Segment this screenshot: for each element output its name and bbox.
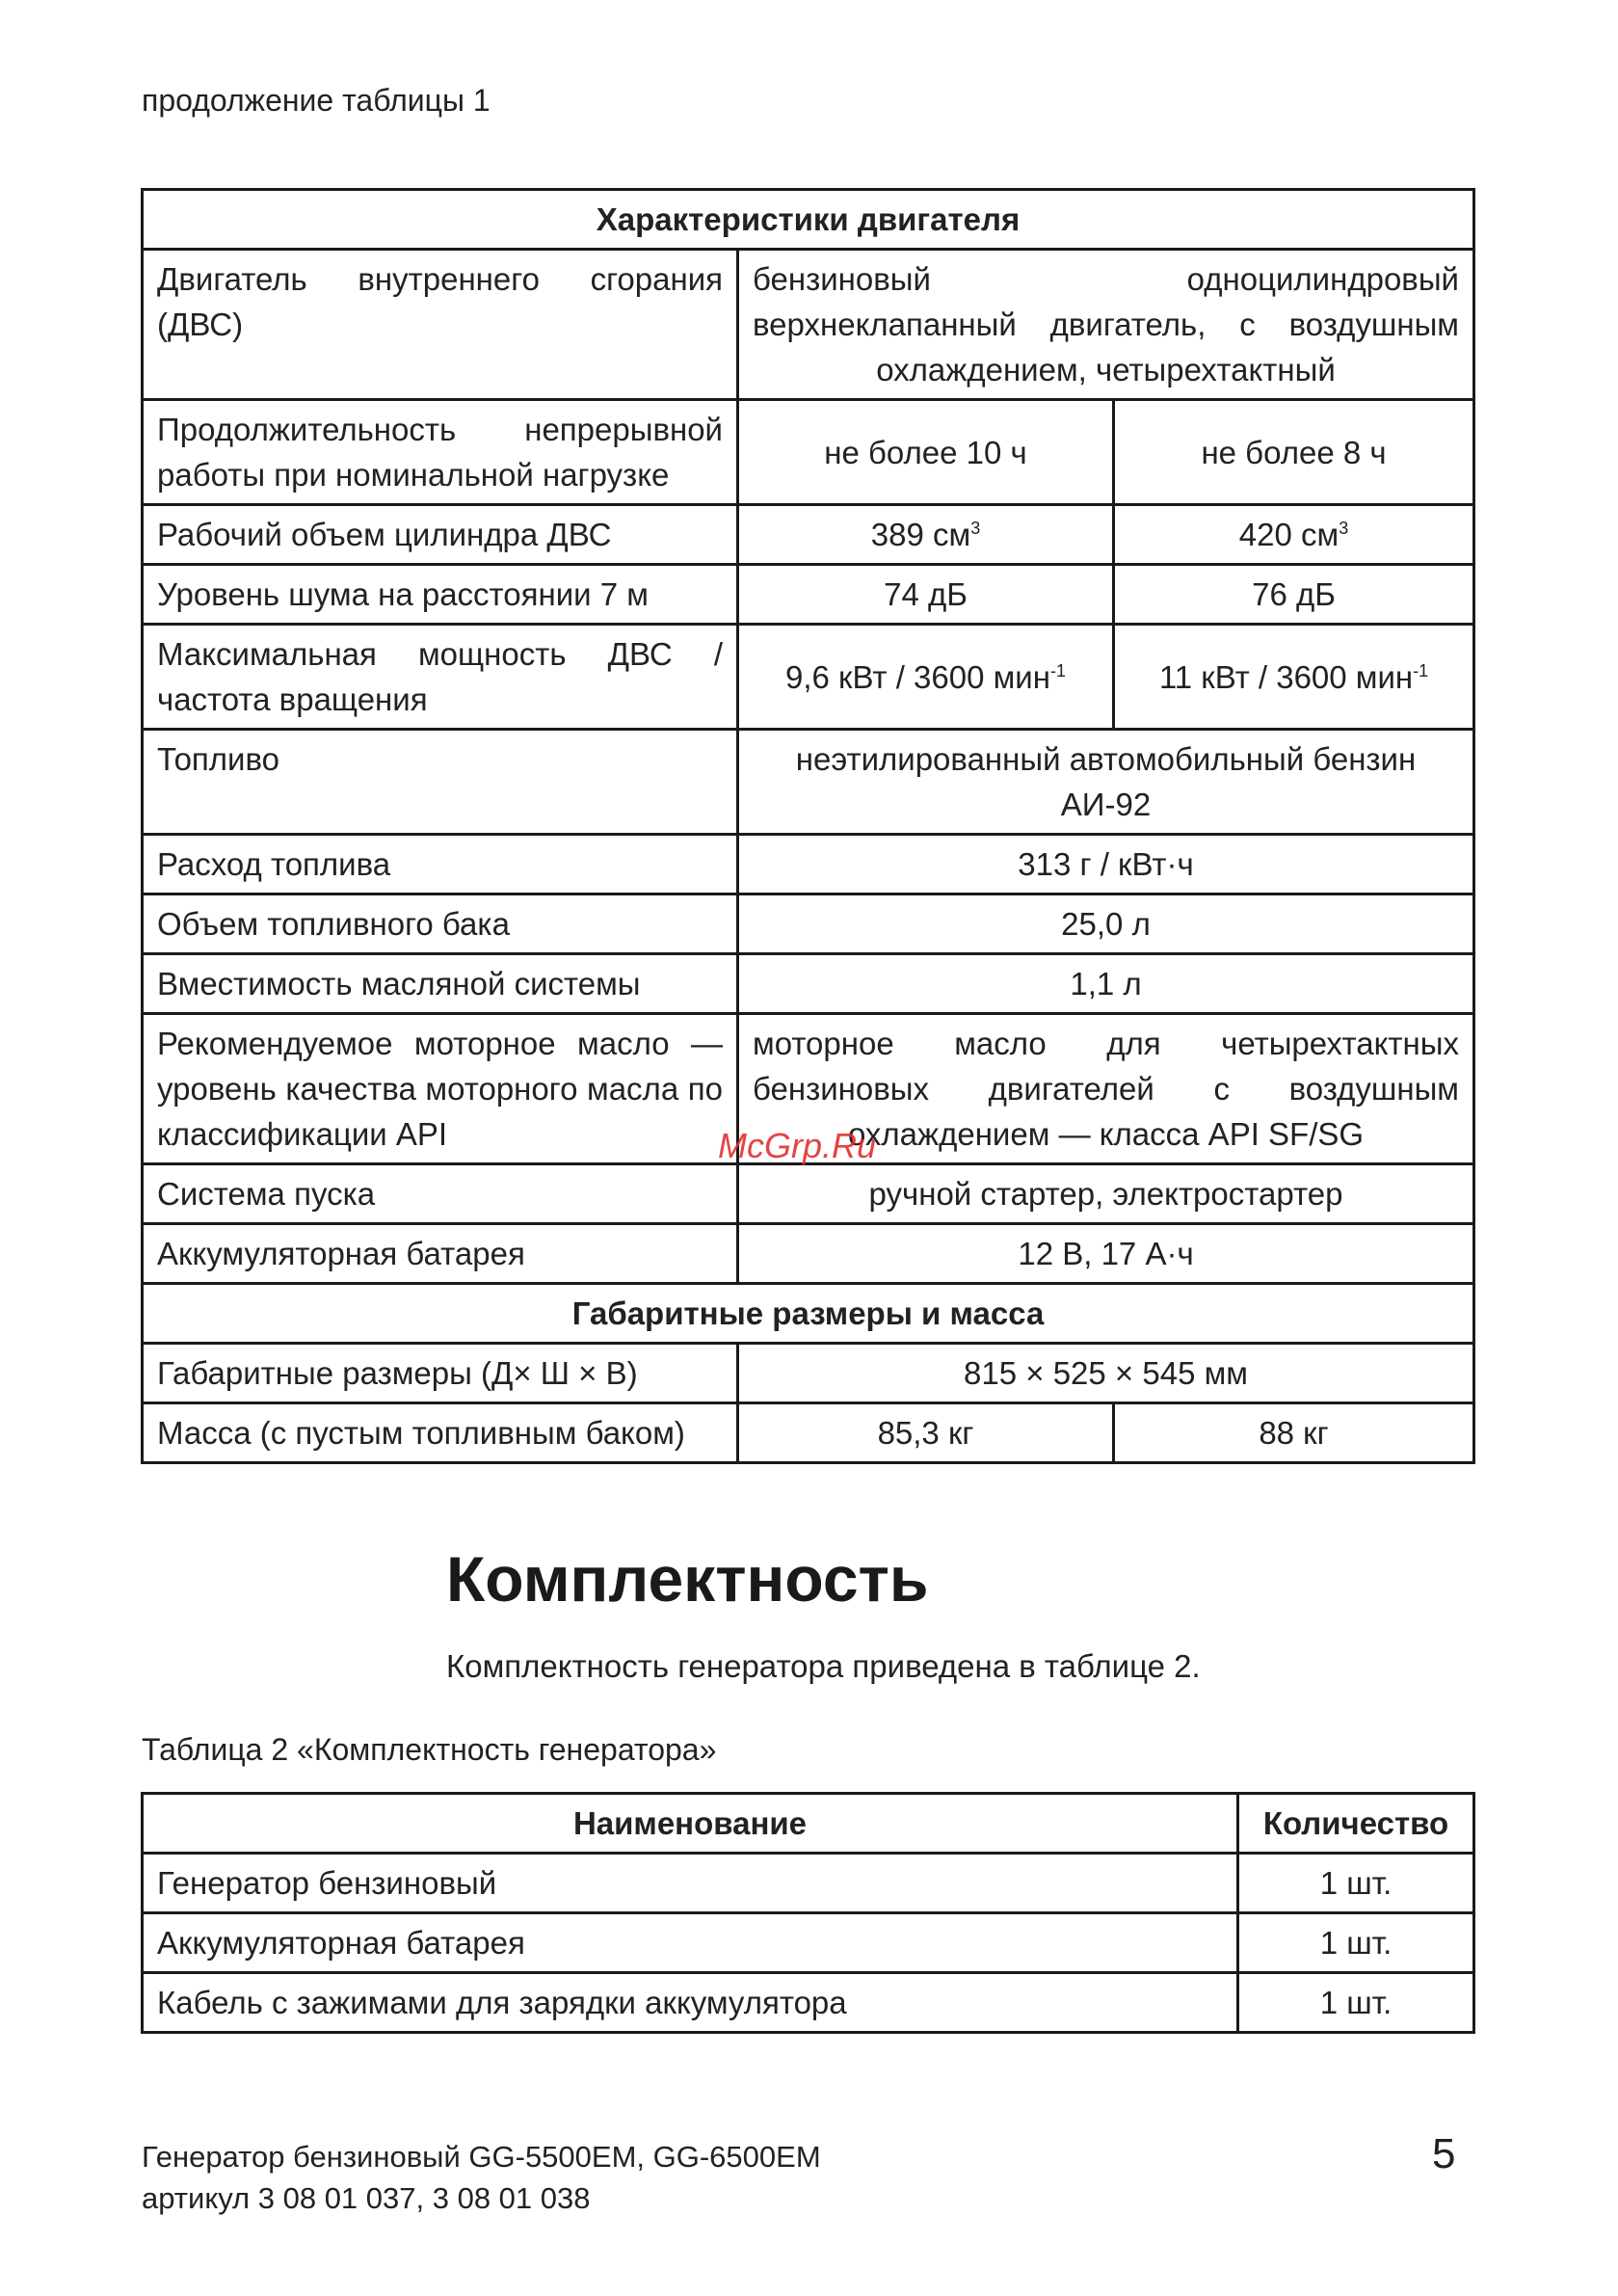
dims-label: Габаритные размеры (Д× Ш × В) — [143, 1344, 738, 1403]
table-header-row — [143, 1794, 1474, 1854]
table-row — [143, 1913, 1474, 1973]
dims-value: 815 × 525 × 545 мм — [738, 1344, 1474, 1403]
table-row — [143, 250, 1474, 400]
kit-item-qty: 1 шт. — [1238, 1854, 1474, 1913]
kit-table — [141, 1792, 1475, 2034]
engine-section-header: Характеристики двигателя — [143, 190, 1474, 250]
section-intro: Комплектность генератора приведена в таблице 2. — [446, 1648, 1201, 1684]
table-row — [143, 1164, 1474, 1224]
power-value-b: 11 кВт / 3600 мин — [1158, 658, 1414, 695]
oil-capacity-label: Вместимость масляной системы — [143, 954, 738, 1014]
table2-caption: Таблица 2 «Комплектность генератора» — [142, 1732, 717, 1767]
table-section-header — [143, 1284, 1474, 1344]
power-exponent-a: -1 — [1049, 660, 1066, 681]
table-row — [143, 565, 1474, 625]
dims-section-header: Габаритные размеры и масса — [143, 1284, 1474, 1344]
mass-value-a: 85,3 кг — [738, 1403, 1114, 1463]
kit-item-qty: 1 шт. — [1238, 1973, 1474, 2033]
noise-value-a: 74 дБ — [738, 565, 1114, 625]
table-section-header — [143, 190, 1474, 250]
displacement-exponent-a: 3 — [970, 519, 981, 538]
battery-label: Аккумуляторная батарея — [143, 1224, 738, 1284]
kit-item-name: Генератор бензиновый — [143, 1854, 1238, 1913]
table-row — [143, 730, 1474, 835]
footer-model-info — [142, 2136, 821, 2219]
section-title: Комплектность — [446, 1543, 929, 1615]
watermark: McGrp.Ru — [718, 1126, 877, 1165]
start-label: Система пуска — [143, 1164, 738, 1224]
fuel-label: Топливо — [143, 730, 738, 835]
power-cell-b — [1114, 625, 1474, 730]
oil-capacity-value: 1,1 л — [738, 954, 1474, 1014]
footer-article: артикул 3 08 01 037, 3 08 01 038 — [142, 2181, 591, 2215]
duty-label: Продолжительность непрерывной работы при номинальной нагрузке — [143, 400, 738, 505]
power-label: Максимальная мощность ДВС / частота вращения — [143, 625, 738, 730]
table-row — [143, 505, 1474, 565]
table-continuation-caption: продолжение таблицы 1 — [142, 83, 491, 118]
table-row — [143, 1854, 1474, 1913]
engine-type-value: бензиновый одноцилиндровый верхнеклапанный двигатель, с воздушным охлаждением, четырехтактный — [738, 250, 1474, 400]
battery-value: 12 В, 17 А·ч — [738, 1224, 1474, 1284]
table-row — [143, 894, 1474, 954]
consumption-value: 313 г / кВт·ч — [738, 835, 1474, 894]
displacement-cell-a — [738, 505, 1114, 565]
table-row — [143, 1224, 1474, 1284]
power-value-a: 9,6 кВт / 3600 мин — [785, 658, 1050, 695]
noise-value-b: 76 дБ — [1114, 565, 1474, 625]
tank-label: Объем топливного бака — [143, 894, 738, 954]
table-row — [143, 1344, 1474, 1403]
table-row — [143, 1403, 1474, 1463]
duty-value-b: не более 8 ч — [1114, 400, 1474, 505]
table-row — [143, 625, 1474, 730]
fuel-value: неэтилированный автомобильный бензин АИ-92 — [738, 730, 1474, 835]
table-row — [143, 954, 1474, 1014]
table-row — [143, 835, 1474, 894]
displacement-value-a: 389 см — [870, 517, 971, 552]
duty-value-a: не более 10 ч — [738, 400, 1114, 505]
displacement-value-b: 420 см — [1238, 517, 1339, 552]
table-row — [143, 400, 1474, 505]
mass-value-b: 88 кг — [1114, 1403, 1474, 1463]
name-column-header: Наименование — [143, 1794, 1238, 1854]
start-value: ручной стартер, электростартер — [738, 1164, 1474, 1224]
noise-label: Уровень шума на расстоянии 7 м — [143, 565, 738, 625]
oil-label: Рекомендуемое моторное масло — уровень качества моторного масла по классификации API — [143, 1014, 738, 1164]
power-exponent-b: -1 — [1413, 660, 1429, 681]
engine-type-label: Двигатель внутреннего сгорания (ДВС) — [143, 250, 738, 400]
table-row — [143, 1973, 1474, 2033]
footer-model: Генератор бензиновый GG-5500EM, GG-6500EM — [142, 2140, 821, 2174]
displacement-label: Рабочий объем цилиндра ДВС — [143, 505, 738, 565]
displacement-exponent-b: 3 — [1339, 519, 1349, 538]
kit-item-qty: 1 шт. — [1238, 1913, 1474, 1973]
page-number: 5 — [1432, 2130, 1456, 2177]
kit-item-name: Аккумуляторная батарея — [143, 1913, 1238, 1973]
consumption-label: Расход топлива — [143, 835, 738, 894]
displacement-cell-b — [1114, 505, 1474, 565]
oil-value: моторное масло для четырехтактных бензиновых двигателей с воздушным охлаждением — класса API SF/SG — [738, 1014, 1474, 1164]
qty-column-header: Количество — [1238, 1794, 1474, 1854]
mass-label: Масса (с пустым топливным баком) — [143, 1403, 738, 1463]
tank-value: 25,0 л — [738, 894, 1474, 954]
kit-item-name: Кабель с зажимами для зарядки аккумулятора — [143, 1973, 1238, 2033]
engine-specs-table — [141, 188, 1475, 1464]
power-cell-a — [738, 625, 1114, 730]
